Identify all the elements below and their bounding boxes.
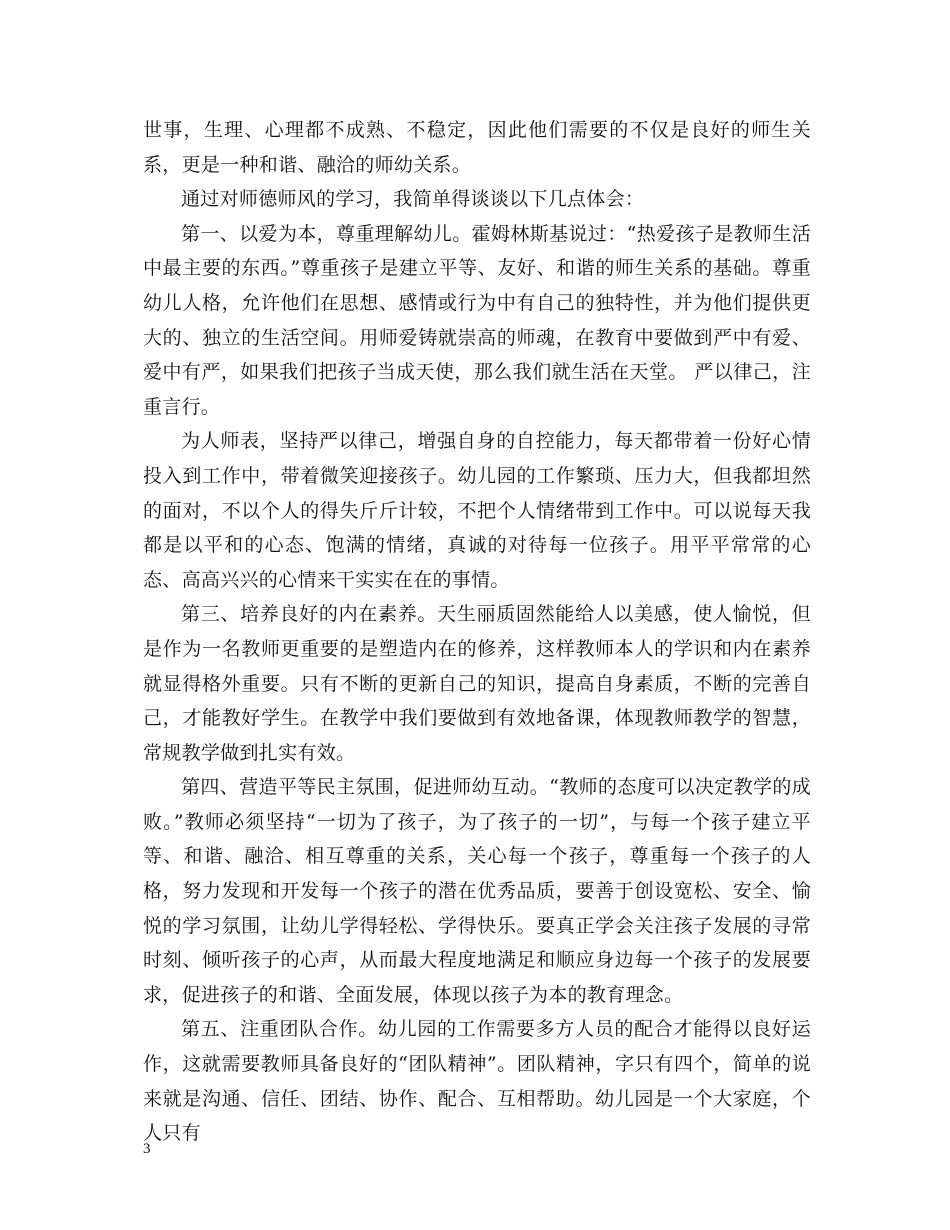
page-number: 3 — [143, 1141, 151, 1157]
paragraph-3: 第一、以爱为本，尊重理解幼儿。霍姆林斯基说过：“热爱孩子是教师生活中最主要的东西。”尊重孩子是建立平等、友好、和谐的师生关系的基础。尊重幼儿人格，允许他们在思想、感情或行为中有自己的独特性，并为他们提供更大的、独立的生活空间。用师爱铸就崇高的师魂，在教育中要做到严中有爱、爱中有严，如果我们把孩子当成天使，那么我们就生活在天堂。 严以律己，注重言行。 — [143, 222, 811, 418]
paragraph-4: 为人师表，坚持严以律己，增强自身的自控能力，每天都带着一份好心情投入到工作中，带着微笑迎接孩子。幼儿园的工作繁琐、压力大，但我都坦然的面对，不以个人的得失斤斤计较，不把个人情绪带到工作中。可以说每天我都是以平和的心态、饱满的情绪，真诚的对待每一位孩子。用平平常常的心态、高高兴兴的心情来干实实在在的事情。 — [143, 430, 811, 591]
paragraph-1: 世事，生理、心理都不成熟、不稳定，因此他们需要的不仅是良好的师生关系，更是一种和谐、融洽的师幼关系。 — [143, 119, 811, 176]
paragraph-2: 通过对师德师风的学习，我简单得谈谈以下几点体会： — [181, 188, 645, 211]
paragraph-7: 第五、注重团队合作。幼儿园的工作需要多方人员的配合才能得以良好运作，这就需要教师具备良好的“团队精神”。团队精神，字只有四个，简单的说来就是沟通、信任、团结、协作、配合、互相帮助。幼儿园是一个大家庭，个人只有 — [143, 1018, 811, 1145]
body-text — [143, 113, 811, 1151]
paragraph-5: 第三、培养良好的内在素养。天生丽质固然能给人以美感，使人愉悦，但是作为一名教师更重要的是塑造内在的修养，这样教师本人的学识和内在素养就显得格外重要。只有不断的更新自己的知识，提高自身素质，不断的完善自己，才能教好学生。在教学中我们要做到有效地备课，体现教师教学的智慧，常规教学做到扎实有效。 — [143, 603, 811, 764]
paragraph-6: 第四、营造平等民主氛围，促进师幼互动。“教师的态度可以决定教学的成败。”教师必须坚持“一切为了孩子，为了孩子的一切”，与每一个孩子建立平等、和谐、融洽、相互尊重的关系，关心每一个孩子，尊重每一个孩子的人格，努力发现和开发每一个孩子的潜在优秀品质，要善于创设宽松、安全、愉悦的学习氛围，让幼儿学得轻松、学得快乐。要真正学会关注孩子发展的寻常时刻、倾听孩子的心声，从而最大程度地满足和顺应身边每一个孩子的发展要求，促进孩子的和谐、全面发展，体现以孩子为本的教育理念。 — [143, 776, 811, 1006]
